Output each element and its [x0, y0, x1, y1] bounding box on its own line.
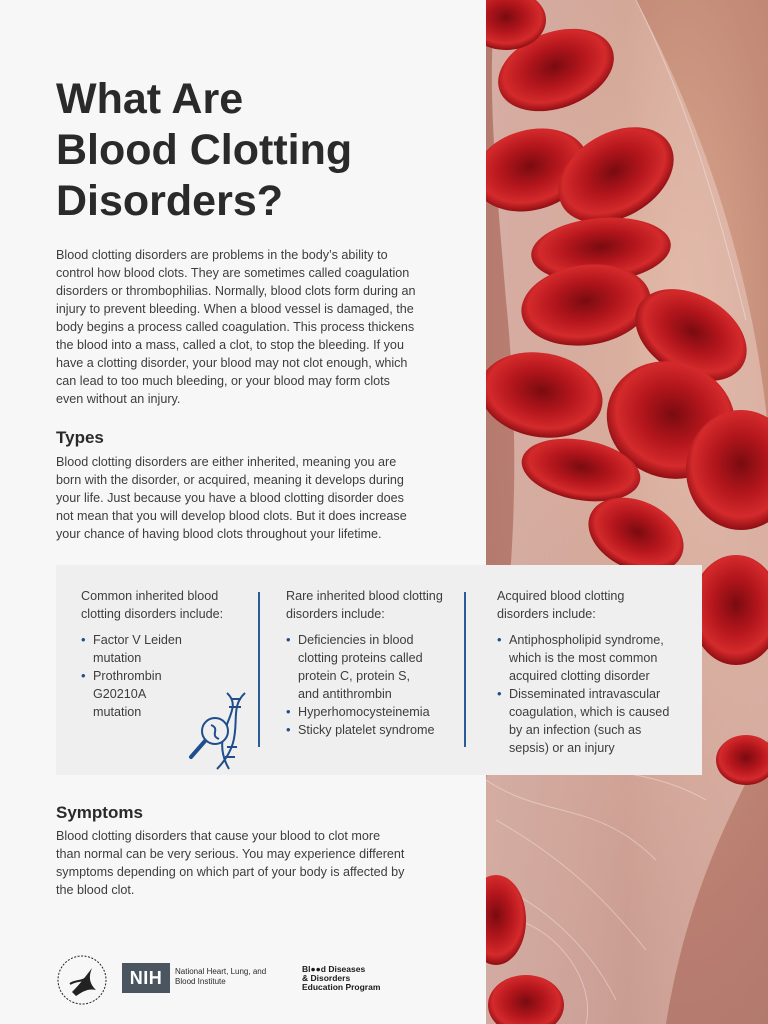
list-item: • Sticky platelet syndrome — [286, 721, 446, 739]
column-lead: Rare inherited blood clotting disorders include: — [286, 589, 443, 621]
list-item: • Factor V Leiden mutation — [81, 631, 229, 667]
types-heading: Types — [56, 428, 104, 447]
list-item: • Disseminated intravascular coagulation, which is caused by an infection (such as sepsis) or an injury — [497, 685, 677, 757]
nih-logo: NIH — [122, 963, 170, 993]
inherited-common-column — [81, 587, 229, 721]
title-line-3: Disorders? — [56, 177, 284, 225]
acquired-column — [497, 587, 677, 757]
nhlbi-name: National Heart, Lung, and Blood Institute — [175, 967, 267, 986]
title-line-2: Blood Clotting — [56, 126, 353, 174]
column-lead: Common inherited blood clotting disorders include: — [81, 589, 224, 621]
symptoms-paragraph: Blood clotting disorders that cause your blood to clot more than normal can be very serious. You may experience different symptoms depending on which part of your body is affected by the blood clot. — [56, 829, 405, 897]
bdd-line: Bl●●d Diseases — [302, 964, 366, 974]
intro-paragraph: Blood clotting disorders are problems in the body’s ability to control how blood clots. They are sometimes called coagulation disorders or thrombophilias. Normally, blood clots form during an injury to prevent bleeding. When a blood vessel is damaged, the body begins a process called coagulation. This process thickens the blood into a mass, called a clot, to stop the bleeding. If you have a clotting disorder, your blood may not clot enough, which can lead to too much bleeding, or your blood may form clots even without an injury. — [56, 248, 416, 406]
dna-magnifier-icon — [187, 691, 247, 771]
types-paragraph: Blood clotting disorders are either inherited, meaning you are born with the disorder, or acquired, meaning it develops during your life. Just because you have a blood clotting disorder does not mean that you will develop blood clots. But it does increase your chance of having blood clots throughout your lifetime. — [56, 455, 407, 541]
bdd-program-logo — [302, 965, 402, 992]
column-lead: Acquired blood clotting disorders include: — [497, 589, 625, 621]
bdd-line: & Disorders — [302, 973, 351, 983]
symptoms-heading: Symptoms — [56, 803, 143, 822]
bullet-list — [497, 631, 677, 757]
page-title — [56, 74, 476, 227]
bdd-line: Education Program — [302, 982, 381, 992]
list-item: • Antiphospholipid syndrome, which is the most common acquired clotting disorder — [497, 631, 677, 685]
list-item: • Deficiencies in blood clotting proteins called protein C, protein S, and antithrombin — [286, 631, 433, 703]
list-item: • Hyperhomocysteinemia — [286, 703, 446, 721]
column-divider — [258, 592, 260, 747]
inherited-rare-column — [286, 587, 446, 739]
hhs-seal-icon — [56, 954, 108, 1006]
bullet-list — [286, 631, 446, 739]
title-line-1: What Are — [56, 75, 244, 123]
blood-cells-illustration — [486, 0, 768, 1024]
list-item: • Prothrombin G20210A mutation — [81, 667, 173, 721]
disorders-panel — [56, 565, 702, 775]
column-divider — [464, 592, 466, 747]
